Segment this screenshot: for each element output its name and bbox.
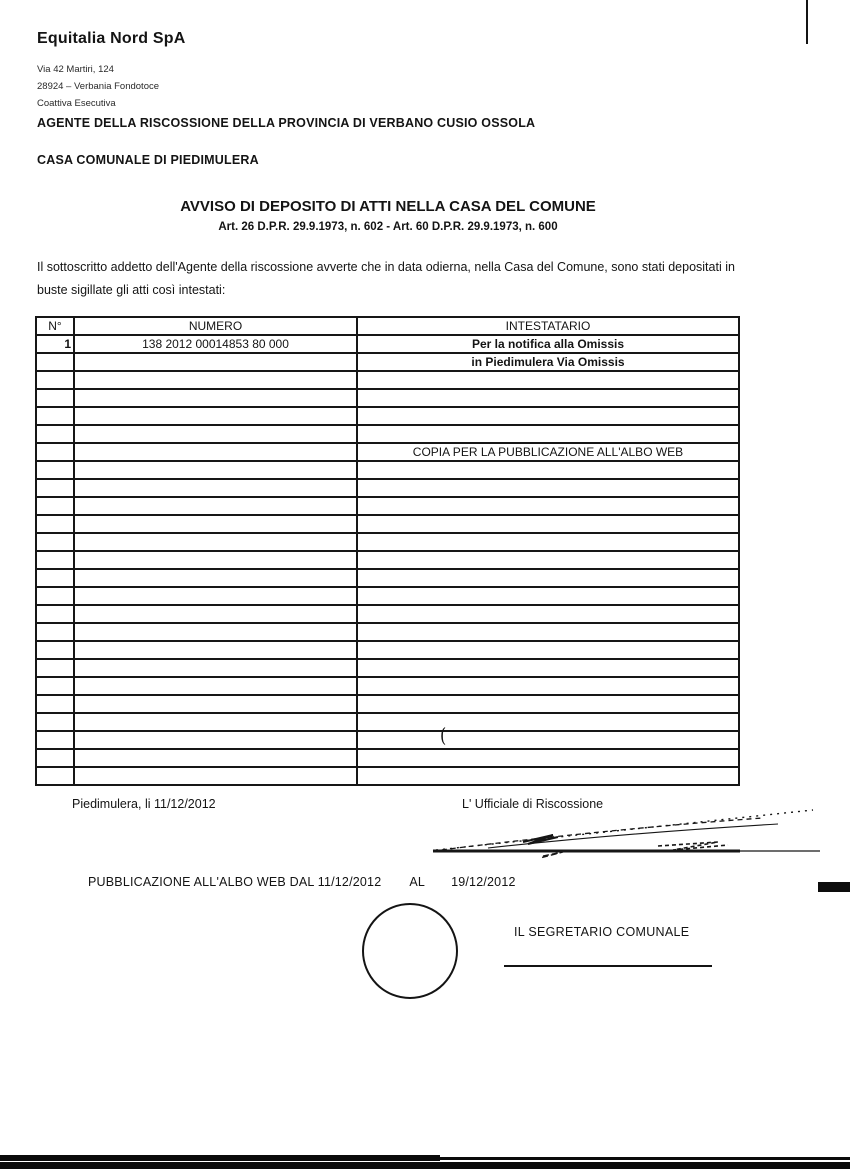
table-row (36, 587, 739, 605)
table-row (36, 389, 739, 407)
table-row (36, 695, 739, 713)
scan-bottom-band-artifact (0, 1162, 850, 1169)
cell-n (36, 677, 74, 695)
notice-intro-paragraph: Il sottoscritto addetto dell'Agente della riscossione avverte che in data odierna, nella Casa del Comune, sono stati depositati in buste sigillate gli atti così intestati: (37, 260, 735, 297)
secretary-label: IL SEGRETARIO COMUNALE (514, 925, 690, 939)
publication-from: PUBBLICAZIONE ALL'ALBO WEB DAL 11/12/2012 (88, 875, 382, 889)
cell-numero (74, 659, 357, 677)
publication-line (88, 875, 516, 889)
cell-numero (74, 497, 357, 515)
cell-numero (74, 371, 357, 389)
publication-al: AL (409, 875, 426, 889)
cell-intestatario (357, 461, 739, 479)
cell-n (36, 731, 74, 749)
table-row (36, 659, 739, 677)
cell-numero: 138 2012 00014853 80 000 (74, 335, 357, 353)
cell-n (36, 605, 74, 623)
table-row (36, 515, 739, 533)
cell-intestatario (357, 371, 739, 389)
cell-intestatario (357, 533, 739, 551)
cell-numero (74, 551, 357, 569)
handwritten-signature (428, 800, 828, 864)
table-row (36, 407, 739, 425)
table-row (36, 641, 739, 659)
cell-n (36, 389, 74, 407)
notice-subtitle: Art. 26 D.P.R. 29.9.1973, n. 602 - Art. 60 D.P.R. 29.9.1973, n. 600 (218, 221, 558, 233)
publication-to: 19/12/2012 (451, 875, 516, 889)
col-header-n: N° (36, 317, 74, 335)
table-row (36, 425, 739, 443)
table-row (36, 605, 739, 623)
table-row (36, 749, 739, 767)
address-line-1: Via 42 Martiri, 124 (37, 64, 114, 75)
cell-intestatario (357, 605, 739, 623)
table-row (36, 353, 739, 371)
round-stamp-placeholder (362, 903, 458, 999)
cell-n (36, 659, 74, 677)
cell-intestatario (357, 767, 739, 785)
cell-numero (74, 749, 357, 767)
col-header-numero: NUMERO (74, 317, 357, 335)
cell-n (36, 353, 74, 371)
cell-numero (74, 587, 357, 605)
table-header-row (36, 317, 739, 335)
table-row (36, 623, 739, 641)
cell-numero (74, 677, 357, 695)
cell-numero (74, 641, 357, 659)
cell-intestatario: COPIA PER LA PUBBLICAZIONE ALL'ALBO WEB (357, 443, 739, 461)
agent-line: AGENTE DELLA RISCOSSIONE DELLA PROVINCIA DI VERBANO CUSIO OSSOLA (37, 116, 536, 130)
cell-intestatario (357, 569, 739, 587)
cell-numero (74, 605, 357, 623)
cell-intestatario (357, 749, 739, 767)
table-row (36, 677, 739, 695)
deposit-table-body (36, 335, 739, 785)
cell-n (36, 641, 74, 659)
scan-edge-line-artifact (806, 0, 808, 44)
cell-intestatario (357, 731, 739, 749)
table-row (36, 767, 739, 785)
scan-bottom-band-artifact (0, 1155, 440, 1161)
cell-numero (74, 425, 357, 443)
cell-numero (74, 353, 357, 371)
address-line-2: 28924 – Verbania Fondotoce (37, 81, 160, 92)
table-row (36, 443, 739, 461)
cell-n (36, 749, 74, 767)
table-row (36, 371, 739, 389)
cell-numero (74, 515, 357, 533)
cell-n (36, 695, 74, 713)
cell-intestatario (357, 659, 739, 677)
table-row (36, 461, 739, 479)
official-signature-label: L' Ufficiale di Riscossione (462, 797, 604, 811)
scan-dash-artifact (818, 882, 850, 892)
cell-numero (74, 533, 357, 551)
cell-intestatario (357, 695, 739, 713)
table-row (36, 551, 739, 569)
cell-n (36, 425, 74, 443)
cell-intestatario (357, 587, 739, 605)
cell-n (36, 587, 74, 605)
table-row (36, 497, 739, 515)
cell-numero (74, 479, 357, 497)
table-row (36, 713, 739, 731)
cell-numero (74, 695, 357, 713)
office-line: CASA COMUNALE DI PIEDIMULERA (37, 153, 259, 167)
cell-numero (74, 569, 357, 587)
cell-n (36, 371, 74, 389)
table-row (36, 731, 739, 749)
cell-intestatario (357, 641, 739, 659)
cell-numero (74, 443, 357, 461)
cell-numero (74, 389, 357, 407)
cell-intestatario (357, 425, 739, 443)
notice-title: AVVISO DI DEPOSITO DI ATTI NELLA CASA DEL COMUNE (180, 198, 596, 215)
cell-numero (74, 767, 357, 785)
scan-bottom-band-artifact (430, 1157, 850, 1160)
cell-intestatario (357, 497, 739, 515)
cell-n (36, 515, 74, 533)
cell-numero (74, 713, 357, 731)
table-row (36, 479, 739, 497)
deposit-table (35, 316, 740, 786)
pen-mark-artifact: ( (440, 724, 447, 747)
cell-intestatario (357, 551, 739, 569)
cell-intestatario: in Piedimulera Via Omissis (357, 353, 739, 371)
table-row (36, 569, 739, 587)
address-line-3: Coattiva Esecutiva (37, 98, 116, 109)
col-header-intestatario: INTESTATARIO (357, 317, 739, 335)
cell-numero (74, 461, 357, 479)
cell-n (36, 569, 74, 587)
cell-n (36, 461, 74, 479)
cell-numero (74, 623, 357, 641)
cell-numero (74, 731, 357, 749)
place-and-date: Piedimulera, li 11/12/2012 (72, 797, 216, 811)
cell-intestatario (357, 515, 739, 533)
table-row (36, 335, 739, 353)
cell-numero (74, 407, 357, 425)
cell-intestatario (357, 677, 739, 695)
cell-intestatario (357, 479, 739, 497)
cell-n (36, 443, 74, 461)
cell-intestatario (357, 623, 739, 641)
cell-n (36, 497, 74, 515)
cell-n (36, 479, 74, 497)
cell-intestatario (357, 389, 739, 407)
table-row (36, 533, 739, 551)
cell-intestatario: Per la notifica alla Omissis (357, 335, 739, 353)
company-name: Equitalia Nord SpA (37, 30, 186, 47)
cell-n (36, 623, 74, 641)
cell-n (36, 713, 74, 731)
secretary-signature-line (504, 965, 712, 967)
cell-n: 1 (36, 335, 74, 353)
cell-n (36, 767, 74, 785)
cell-intestatario (357, 713, 739, 731)
cell-intestatario (357, 407, 739, 425)
cell-n (36, 533, 74, 551)
cell-n (36, 551, 74, 569)
cell-n (36, 407, 74, 425)
